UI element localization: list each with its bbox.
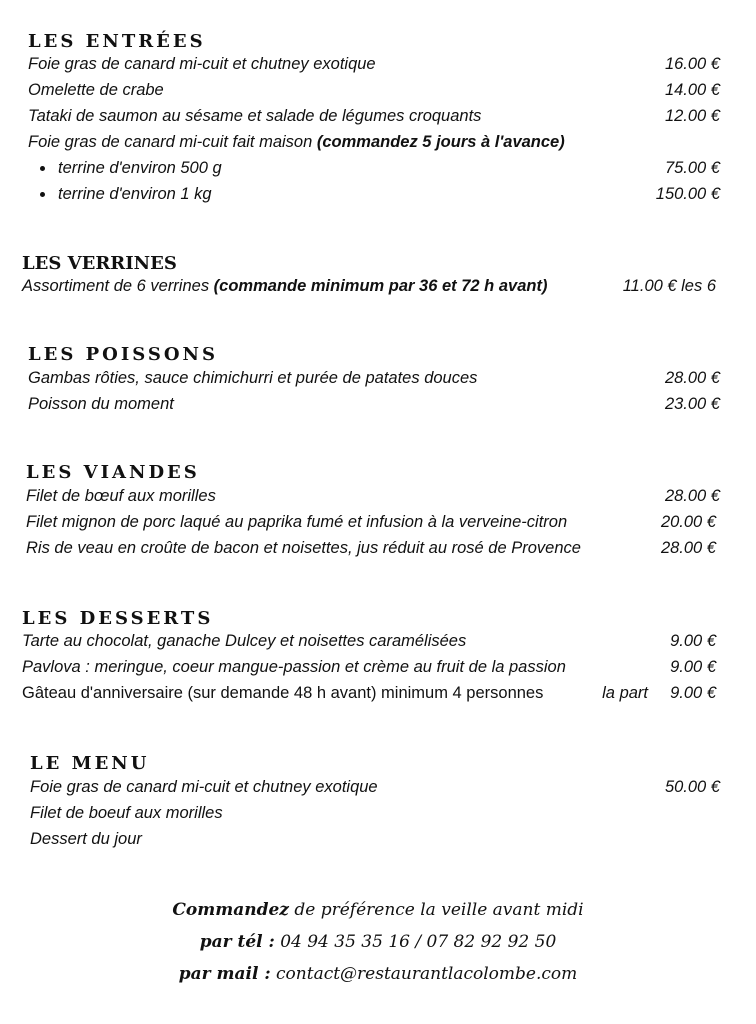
menu-item-name: Poisson du moment xyxy=(28,395,174,413)
footer-order-label: Commandez xyxy=(172,900,289,920)
menu-item-name: Filet de bœuf aux morilles xyxy=(26,487,216,505)
menu-item-price: 28.00 € xyxy=(660,539,716,557)
menu-item-price: 28.00 € xyxy=(664,369,720,387)
menu-item-price: 9.00 € xyxy=(670,658,716,676)
menu-item-price: 28.00 € xyxy=(664,487,720,505)
footer-order-text: de préférence la veille avant midi xyxy=(288,900,584,920)
footer-mail-text[interactable]: contact@restaurantlacolombe.com xyxy=(270,964,578,984)
menu-item-name: Gâteau d'anniversaire (sur demande 48 h avant) minimum 4 personnes xyxy=(22,684,544,702)
footer-phone-line xyxy=(0,932,756,952)
menu-item-price: 12.00 € xyxy=(664,107,720,125)
menu-sub-item-name: terrine d'environ 500 g xyxy=(58,159,222,177)
section-title-menu: LE MENU xyxy=(30,753,150,774)
section-title-entrees: LES ENTRÉES xyxy=(28,31,206,52)
footer-phone-text[interactable]: 04 94 35 35 16 / 07 82 92 92 50 xyxy=(274,932,557,952)
menu-item-name: Pavlova : meringue, coeur mangue-passion et crème au fruit de la passion xyxy=(22,658,566,676)
menu-item-name xyxy=(28,133,565,152)
section-title-desserts: LES DESSERTS xyxy=(22,608,214,629)
menu-item-name: Omelette de crabe xyxy=(28,81,164,99)
menu-price: 50.00 € xyxy=(664,778,720,796)
menu-item-price: 14.00 € xyxy=(664,81,720,99)
footer-phone-label: par tél : xyxy=(199,932,275,952)
menu-course: Dessert du jour xyxy=(30,830,142,848)
menu-item-name: Foie gras de canard mi-cuit et chutney exotique xyxy=(28,55,376,73)
bullet-icon xyxy=(40,192,45,197)
menu-item-name-text: Assortiment de 6 verrines xyxy=(22,277,214,295)
menu-item-price: 9.00 € xyxy=(670,684,716,702)
menu-course: Filet de boeuf aux morilles xyxy=(30,804,223,822)
section-title-poissons: LES POISSONS xyxy=(28,344,219,365)
menu-item-name xyxy=(22,277,547,296)
section-title-verrines: LES VERRINES xyxy=(22,253,177,274)
menu-item-name: Ris de veau en croûte de bacon et noisettes, jus réduit au rosé de Provence xyxy=(26,539,581,557)
menu-item-name: Tataki de saumon au sésame et salade de légumes croquants xyxy=(28,107,482,125)
bullet-icon xyxy=(40,166,45,171)
menu-item-price: 9.00 € xyxy=(670,632,716,650)
menu-sub-item-price: 150.00 € xyxy=(655,185,720,203)
menu-item-price: 11.00 € les 6 xyxy=(622,277,716,295)
menu-item-note: (commandez 5 jours à l'avance) xyxy=(316,133,565,151)
footer-mail-label: par mail : xyxy=(178,964,271,984)
menu-item-name: Filet mignon de porc laqué au paprika fumé et infusion à la verveine-citron xyxy=(26,513,568,531)
menu-item-note: (commande minimum par 36 et 72 h avant) xyxy=(213,277,548,295)
menu-course: Foie gras de canard mi-cuit et chutney exotique xyxy=(30,778,378,796)
menu-item-name: Tarte au chocolat, ganache Dulcey et noisettes caramélisées xyxy=(22,632,467,650)
footer-mail-line xyxy=(0,964,756,984)
menu-item-name-text: Foie gras de canard mi-cuit fait maison xyxy=(28,133,317,151)
footer-order-line xyxy=(0,900,756,920)
menu-item-unit: la part xyxy=(602,684,648,702)
menu-sub-item-name: terrine d'environ 1 kg xyxy=(58,185,212,203)
menu-sub-item-price: 75.00 € xyxy=(664,159,720,177)
menu-item-price: 16.00 € xyxy=(664,55,720,73)
menu-item-price: 20.00 € xyxy=(660,513,716,531)
menu-item-price: 23.00 € xyxy=(664,395,720,413)
section-title-viandes: LES VIANDES xyxy=(26,462,200,483)
menu-item-name: Gambas rôties, sauce chimichurri et purée de patates douces xyxy=(28,369,478,387)
